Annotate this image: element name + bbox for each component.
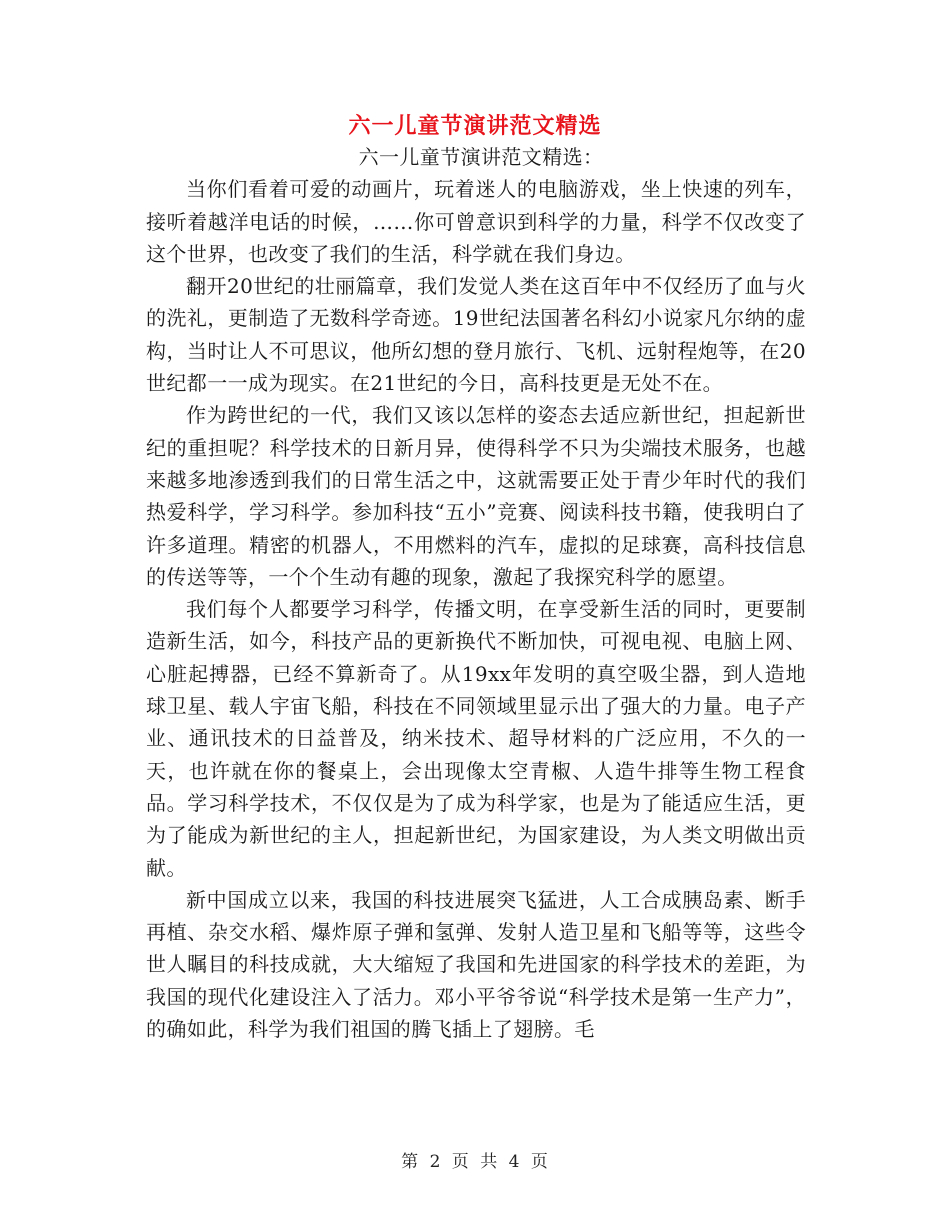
footer-total-pages: 4 xyxy=(508,1152,521,1172)
paragraph-3: 作为跨世纪的一代，我们又该以怎样的姿态去适应新世纪，担起新世纪的重担呢？科学技术的日新月异，使得科学不只为尖端技术服务，也越来越多地渗透到我们的日常生活之中，这就需要正处于青少年时代的我们热爱科学，学习科学。参加科技“五小”竞赛、阅读科技书籍，使我明白了许多道理。精密的机器人，不用燃料的汽车，虚拟的足球赛，高科技信息的传送等等，一个个生动有趣的现象，激起了我探究科学的愿望。 xyxy=(146,403,806,589)
footer-current-page: 2 xyxy=(429,1152,442,1172)
paragraph-5: 新中国成立以来，我国的科技进展突飞猛进，人工合成胰岛素、断手再植、杂交水稻、爆炸原子弹和氢弹、发射人造卫星和飞船等等，这些令世人瞩目的科技成就，大大缩短了我国和先进国家的科学技术的差距，为我国的现代化建设注入了活力。邓小平爷爷说“科学技术是第一生产力”，的确如此，科学为我们祖国的腾飞插上了翅膀。毛 xyxy=(146,887,806,1042)
paragraph-1: 当你们看着可爱的动画片，玩着迷人的电脑游戏，坐上快速的列车，接听着越洋电话的时候，……你可曾意识到科学的力量，科学不仅改变了这个世界，也改变了我们的生活，科学就在我们身边。 xyxy=(146,177,806,266)
paragraph-2: 翻开20世纪的壮丽篇章，我们发觉人类在这百年中不仅经历了血与火的洗礼，更制造了无数科学奇迹。19世纪法国著名科幻小说家凡尔纳的虚构，当时让人不可思议，他所幻想的登月旅行、飞机、远射程炮等，在20世纪都一一成为现实。在21世纪的今日，高科技更是无处不在。 xyxy=(146,274,806,396)
footer-total-word: 共 xyxy=(480,1152,499,1172)
document-subtitle: 六一儿童节演讲范文精选： xyxy=(358,145,604,169)
footer-prefix: 第 xyxy=(401,1152,420,1172)
page-footer xyxy=(0,1150,950,1174)
footer-page-word: 页 xyxy=(451,1152,470,1172)
footer-suffix: 页 xyxy=(530,1152,549,1172)
document-body xyxy=(146,141,806,1045)
paragraph-4: 我们每个人都要学习科学，传播文明，在享受新生活的同时，更要制造新生活，如今，科技产品的更新换代不断加快，可视电视、电脑上网、心脏起搏器，已经不算新奇了。从19xx年发明的真空吸尘器，到人造地球卫星、载人宇宙飞船，科技在不同领域里显示出了强大的力量。电子产业、通讯技术的日益普及，纳米技术、超导材料的广泛应用，不久的一天，也许就在你的餐桌上，会出现像太空青椒、人造牛排等生物工程食品。学习科学技术，不仅仅是为了成为科学家，也是为了能适应生活，更为了能成为新世纪的主人，担起新世纪，为国家建设，为人类文明做出贡献。 xyxy=(146,597,806,880)
document-title: 六一儿童节演讲范文精选 xyxy=(348,114,602,139)
